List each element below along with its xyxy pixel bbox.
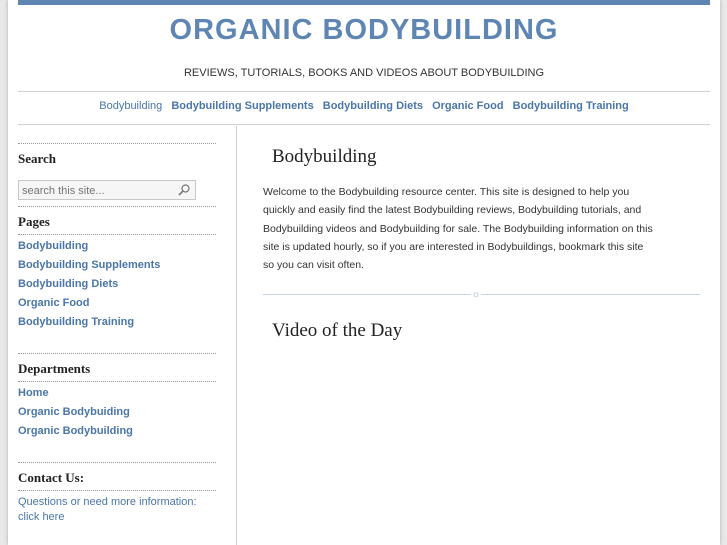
intro-text: Welcome to the Bodybuilding resource center. This site is designed to help you quickly and easily find the latest Bodybuilding reviews, Bodybuilding tutorials, and Bodybuilding videos and Bodybuilding for sale. The Bodybuilding information on this site is updated hourly, so if you are interested in Bodybuildings, bookmark this site so you can visit often. <box>263 186 653 272</box>
search-field[interactable] <box>18 180 196 200</box>
search-input[interactable] <box>19 182 172 200</box>
nav-item-organic-food[interactable]: Organic Food <box>432 100 504 112</box>
contact-link[interactable]: Questions or need more information: click here <box>18 496 197 523</box>
site-title[interactable]: ORGANIC BODYBUILDING <box>169 14 559 46</box>
sun-icon: ☼ <box>471 289 481 300</box>
page-title: Bodybuilding <box>272 146 377 167</box>
pages-link-bodybuilding-training[interactable]: Bodybuilding Training <box>18 316 135 328</box>
section-separator <box>263 294 700 295</box>
pages-link-bodybuilding[interactable]: Bodybuilding <box>18 240 89 252</box>
pages-heading: Pages <box>18 214 50 229</box>
nav-item-bodybuilding-training[interactable]: Bodybuilding Training <box>512 100 629 112</box>
departments-link-organic-bodybuiding[interactable]: Organic Bodybuiding <box>18 406 130 418</box>
nav-divider <box>18 124 710 125</box>
search-heading: Search <box>18 151 57 166</box>
header-divider <box>18 91 710 92</box>
site-tagline: REVIEWS, TUTORIALS, BOOKS AND VIDEOS ABOUT BODYBUILDING <box>183 67 545 79</box>
departments-heading: Departments <box>18 361 91 376</box>
pages-link-organic-food[interactable]: Organic Food <box>18 297 90 309</box>
pages-link-bodybuilding-supplements[interactable]: Bodybuilding Supplements <box>18 259 161 271</box>
sidebar-divider <box>18 462 216 463</box>
search-icon[interactable] <box>177 183 191 197</box>
main-nav <box>8 100 720 112</box>
sidebar-divider <box>18 234 216 235</box>
top-accent-bar <box>18 0 710 5</box>
sidebar-divider <box>18 353 216 354</box>
page <box>8 0 720 545</box>
column-divider <box>236 126 237 545</box>
sidebar-divider <box>18 381 216 382</box>
pages-link-bodybuilding-diets[interactable]: Bodybuilding Diets <box>18 278 119 290</box>
departments-link-home[interactable]: Home <box>18 387 49 399</box>
nav-item-bodybuilding-diets[interactable]: Bodybuilding Diets <box>322 100 423 112</box>
nav-item-bodybuilding[interactable]: Bodybuilding <box>99 100 163 112</box>
contact-heading: Contact Us: <box>18 470 85 485</box>
sidebar-divider <box>18 143 216 144</box>
sidebar-divider <box>18 206 216 207</box>
sidebar-divider <box>18 490 216 491</box>
departments-link-organic-bodybuilding[interactable]: Organic Bodybuilding <box>18 425 133 437</box>
video-title: Video of the Day <box>272 320 403 341</box>
nav-item-bodybuilding-supplements[interactable]: Bodybuilding Supplements <box>171 100 314 112</box>
